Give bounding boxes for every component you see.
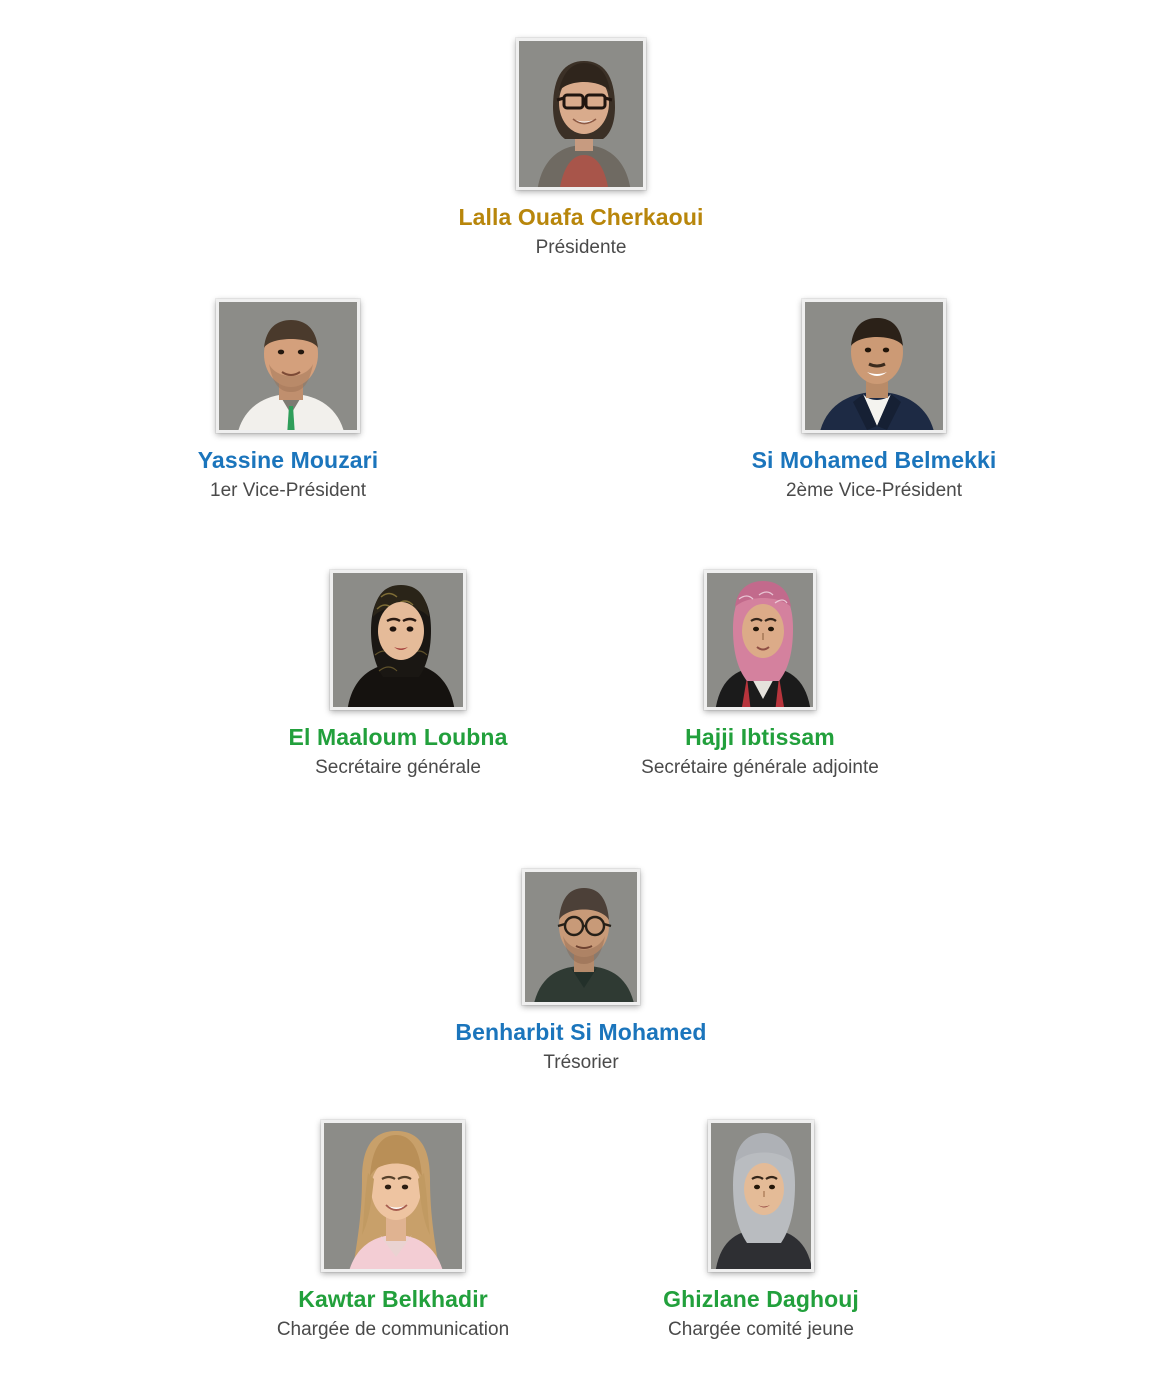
photo-wrap: [580, 560, 940, 710]
photo-wrap: [218, 560, 578, 710]
photo-frame-secretaire-generale-adjointe: [704, 570, 816, 710]
member-card-secretaire-generale-adjointe[interactable]: [580, 560, 940, 779]
photo-wrap: [213, 1122, 573, 1272]
member-role: Trésorier: [543, 1052, 619, 1073]
photo-wrap: [401, 855, 761, 1005]
photo-wrap: [694, 283, 1054, 433]
member-name: Si Mohamed Belmekki: [751, 447, 997, 473]
portrait-man-glasses: [525, 872, 640, 1005]
photo-wrap: [581, 1122, 941, 1272]
member-role: Chargée de communication: [276, 1319, 510, 1340]
portrait-man-dark-suit: [805, 302, 946, 433]
photo-frame-vice-president-2: [802, 299, 946, 433]
member-role: Secrétaire générale: [315, 757, 481, 778]
member-role: Chargée comité jeune: [668, 1319, 854, 1340]
member-name: Hajji Ibtissam: [685, 724, 835, 750]
member-name: Lalla Ouafa Cherkaoui: [458, 204, 704, 230]
member-card-vice-president-1[interactable]: [108, 283, 468, 502]
member-card-chargee-communication[interactable]: [213, 1122, 573, 1341]
portrait-woman-pink-headscarf: [707, 573, 816, 710]
photo-wrap: [108, 283, 468, 433]
member-role: 2ème Vice-Président: [785, 480, 963, 501]
member-role: 1er Vice-Président: [210, 480, 366, 501]
member-name: Kawtar Belkhadir: [298, 1286, 488, 1312]
photo-frame-vice-president-1: [216, 299, 360, 433]
photo-frame-secretaire-generale: [330, 570, 466, 710]
member-role: Présidente: [535, 237, 627, 258]
member-card-tresorier[interactable]: [401, 855, 761, 1074]
portrait-woman-glasses: [519, 41, 646, 190]
member-card-vice-president-2[interactable]: [694, 283, 1054, 502]
member-card-secretaire-generale[interactable]: [218, 560, 578, 779]
member-role: Secrétaire générale adjointe: [641, 757, 879, 778]
member-card-presidente[interactable]: [401, 40, 761, 259]
member-name: El Maaloum Loubna: [288, 724, 508, 750]
member-name: Ghizlane Daghouj: [663, 1286, 859, 1312]
portrait-woman-grey-headscarf: [711, 1123, 814, 1272]
member-name: Benharbit Si Mohamed: [455, 1019, 707, 1045]
portrait-man-white-shirt: [219, 302, 360, 433]
portrait-woman-black-headscarf: [333, 573, 466, 710]
photo-frame-chargee-comite-jeune: [708, 1120, 814, 1272]
member-card-chargee-comite-jeune[interactable]: [581, 1122, 941, 1341]
photo-frame-chargee-communication: [321, 1120, 465, 1272]
portrait-woman-long-hair: [324, 1123, 465, 1272]
photo-frame-tresorier: [522, 869, 640, 1005]
photo-wrap: [401, 40, 761, 190]
photo-frame-presidente: [516, 38, 646, 190]
member-name: Yassine Mouzari: [197, 447, 379, 473]
